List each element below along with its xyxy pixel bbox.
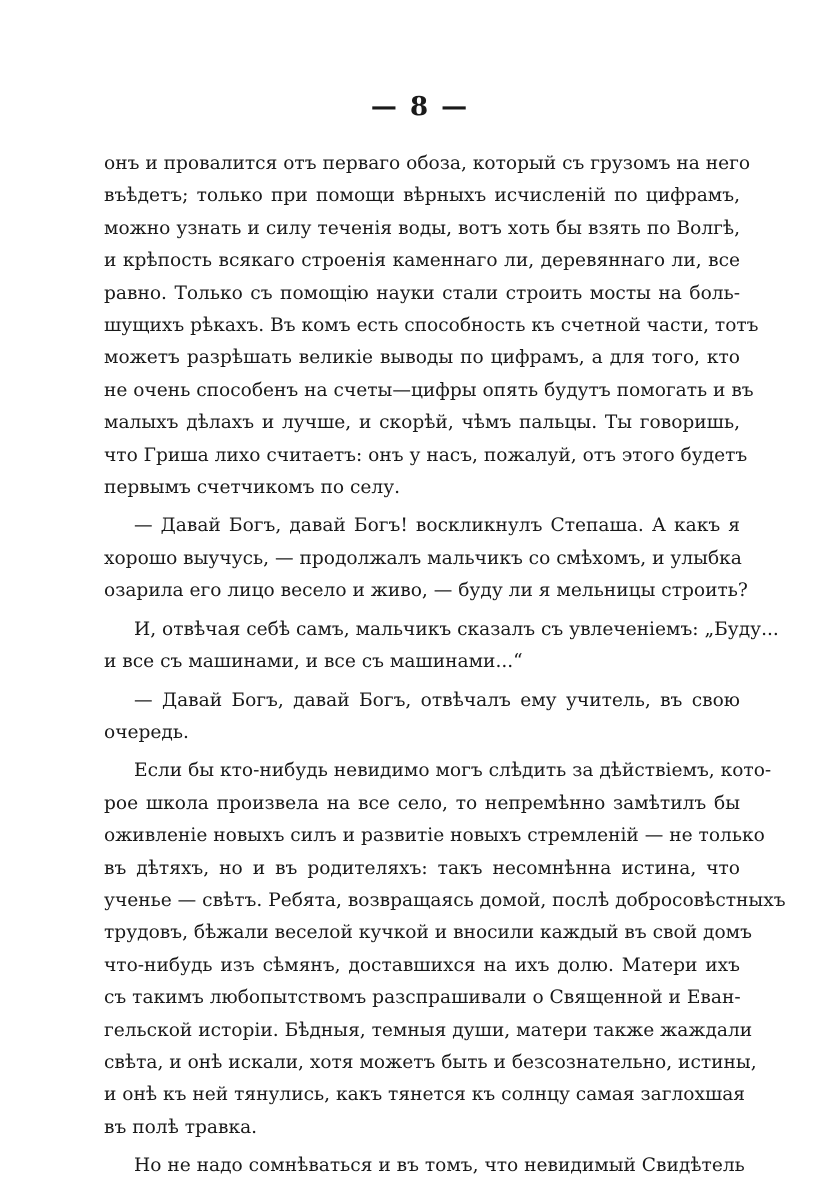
text-line: — Давай Богъ, давай Богъ! воскликнулъ Степаша. А какъ я [134, 515, 740, 537]
paragraph [104, 148, 759, 504]
text-line: трудовъ, бѣжали веселой кучкой и вносили каждый въ свой домъ [104, 922, 752, 944]
text-line: и крѣпость всякаго строенія каменнаго ли, деревяннаго ли, все [104, 250, 740, 272]
text-line: озарила его лицо весело и живо, — буду ли я мельницы строить? [104, 580, 748, 602]
page-number: — 8 — [370, 92, 470, 122]
text-line: И, отвѣчая себѣ самъ, мальчикъ сказалъ съ увлеченіемъ: „Буду... [134, 618, 779, 640]
paragraph [104, 755, 786, 1144]
text-line: и онѣ къ ней тянулись, какъ тянется къ солнцу самая заглохшая [104, 1084, 746, 1106]
text-line: Но не надо сомнѣваться и въ томъ, что невидимый Свидѣтель [134, 1155, 745, 1177]
text-line: не очень способенъ на счеты—цифры опять будутъ помогать и въ [104, 379, 754, 401]
text-line: шущихъ рѣкахъ. Въ комъ есть способность къ счетной части, тотъ [104, 315, 759, 337]
paragraph [104, 614, 779, 679]
text-line: Если бы кто-нибудь невидимо могъ слѣдить за дѣйствіемъ, кото- [134, 760, 772, 782]
text-line: оживленіе новыхъ силъ и развитіе новыхъ стремленій — не только [104, 825, 765, 847]
text-line: рое школа произвела на все село, то непремѣнно замѣтилъ бы [104, 792, 740, 814]
paragraph [104, 510, 748, 607]
paragraph [104, 685, 740, 750]
text-line: можетъ разрѣшать великіе выводы по цифрамъ, а для того, кто [104, 347, 740, 369]
body-text [104, 148, 786, 1189]
text-line: съ такимъ любопытствомъ разспрашивали о Священной и Еван- [104, 987, 741, 1009]
text-line: въ полѣ травка. [104, 1116, 258, 1138]
text-line: что-нибудь изъ сѣмянъ, доставшихся на ихъ долю. Матери ихъ [104, 954, 740, 976]
text-line: — Давай Богъ, давай Богъ, отвѣчалъ ему учитель, въ свою [134, 689, 740, 711]
text-line: и все съ машинами, и все съ машинами...“ [104, 651, 523, 673]
text-line: можно узнать и силу теченія воды, вотъ хоть бы взять по Волгѣ, [104, 217, 740, 239]
text-line: онъ и провалится отъ перваго обоза, который съ грузомъ на него [104, 153, 751, 174]
text-line: хорошо выучусь, — продолжалъ мальчикъ со смѣхомъ, и улыбка [104, 547, 742, 569]
text-line: въ дѣтяхъ, но и въ родителяхъ: такъ несомнѣнна истина, что [104, 857, 740, 879]
text-line: свѣта, и онѣ искали, хотя можетъ быть и безсознательно, истины, [104, 1051, 757, 1073]
text-line: первымъ счетчикомъ по селу. [104, 477, 401, 499]
paragraph [104, 1150, 745, 1182]
text-line: равно. Только съ помощію науки стали строить мосты на боль- [104, 282, 740, 304]
text-line: гельской исторіи. Бѣдныя, темныя души, матери также жаждали [104, 1019, 753, 1041]
text-line: въѣдетъ; только при помощи вѣрныхъ исчисленій по цифрамъ, [104, 185, 740, 207]
text-line: малыхъ дѣлахъ и лучше, и скорѣй, чѣмъ пальцы. Ты говоришь, [104, 412, 740, 434]
text-line: что Гриша лихо считаетъ: онъ у насъ, пожалуй, отъ этого будетъ [104, 444, 748, 466]
text-line: очередь. [104, 721, 189, 743]
text-line: ученье — свѣтъ. Ребята, возвращаясь домой, послѣ добросовѣстныхъ [104, 889, 786, 911]
